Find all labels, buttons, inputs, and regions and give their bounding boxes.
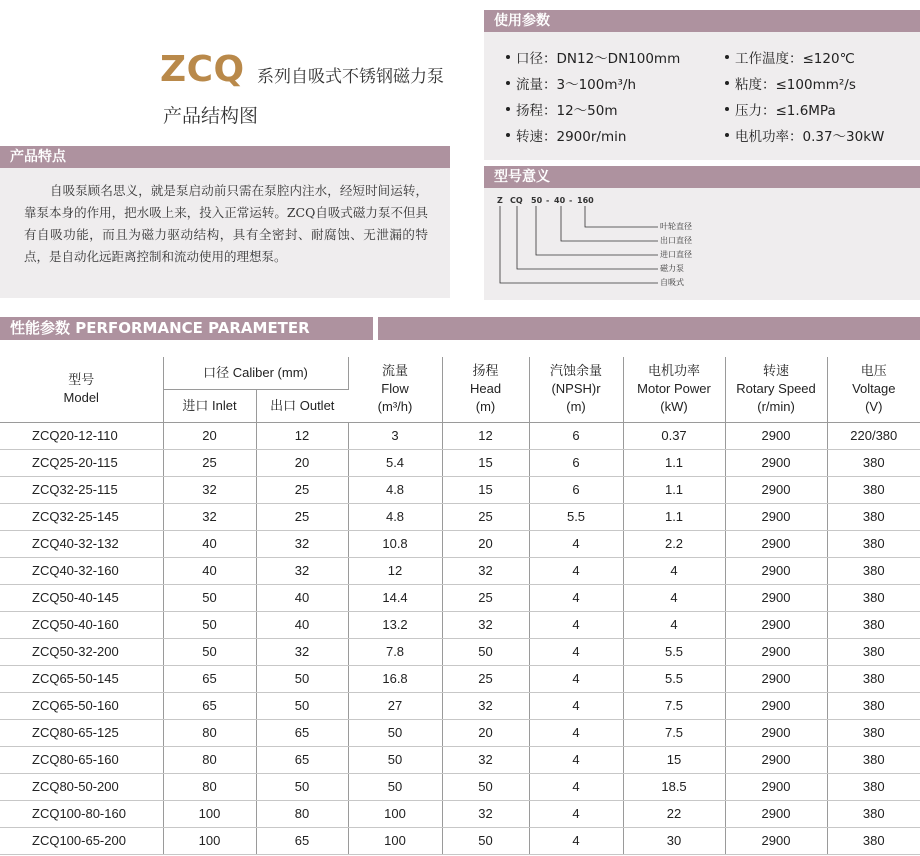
cell-motor-power: 7.5 [623, 692, 725, 719]
cell-model: ZCQ65-50-145 [0, 665, 163, 692]
cell-voltage: 380 [827, 530, 920, 557]
table-row [0, 638, 920, 665]
model-code-dash: - [546, 196, 550, 205]
cell-flow: 7.8 [348, 638, 442, 665]
cell-inlet: 50 [163, 638, 256, 665]
table-row [0, 719, 920, 746]
table-row [0, 449, 920, 476]
table-row [0, 503, 920, 530]
model-label: 出口直径 [660, 236, 692, 245]
cell-rotary-speed: 2900 [725, 557, 827, 584]
cell-flow: 4.8 [348, 503, 442, 530]
cell-npsh: 4 [529, 746, 623, 773]
cell-inlet: 40 [163, 530, 256, 557]
cell-voltage: 380 [827, 827, 920, 854]
cell-model: ZCQ65-50-160 [0, 692, 163, 719]
cell-model: ZCQ32-25-145 [0, 503, 163, 530]
header-flow: 流量 Flow (m³/h) [348, 357, 442, 422]
cell-npsh: 4 [529, 611, 623, 638]
header-model: 型号 Model [0, 357, 163, 422]
cell-inlet: 65 [163, 665, 256, 692]
cell-flow: 10.8 [348, 530, 442, 557]
cell-voltage: 380 [827, 476, 920, 503]
cell-inlet: 20 [163, 422, 256, 449]
cell-motor-power: 5.5 [623, 638, 725, 665]
cell-model: ZCQ25-20-115 [0, 449, 163, 476]
cell-voltage: 380 [827, 800, 920, 827]
table-row [0, 422, 920, 449]
cell-model: ZCQ100-80-160 [0, 800, 163, 827]
cell-rotary-speed: 2900 [725, 773, 827, 800]
cell-outlet: 32 [256, 530, 348, 557]
cell-model: ZCQ80-65-125 [0, 719, 163, 746]
bullet-icon [506, 81, 510, 85]
heading-bar-extension [378, 317, 920, 340]
usage-param [725, 127, 884, 147]
cell-npsh: 6 [529, 476, 623, 503]
cell-outlet: 65 [256, 827, 348, 854]
model-meaning-leader-lines [484, 188, 664, 300]
header-voltage: 电压 Voltage (V) [827, 357, 920, 422]
header-motor-power: 电机功率 Motor Power (kW) [623, 357, 725, 422]
header-npsh: 汽蚀余量 (NPSH)r (m) [529, 357, 623, 422]
model-label: 叶轮直径 [660, 222, 692, 231]
cell-flow: 16.8 [348, 665, 442, 692]
table-row [0, 827, 920, 854]
table-row [0, 584, 920, 611]
cell-voltage: 380 [827, 503, 920, 530]
cell-inlet: 50 [163, 611, 256, 638]
usage-param-text: 电机功率：0.37～30kW [735, 129, 885, 145]
bullet-icon [725, 81, 729, 85]
cell-npsh: 4 [529, 584, 623, 611]
model-code-cq: CQ [510, 196, 523, 205]
table-row [0, 746, 920, 773]
cell-voltage: 380 [827, 584, 920, 611]
cell-model: ZCQ80-65-160 [0, 746, 163, 773]
cell-model: ZCQ50-32-200 [0, 638, 163, 665]
cell-motor-power: 4 [623, 611, 725, 638]
bullet-icon [506, 133, 510, 137]
leader-line [536, 206, 658, 255]
bullet-icon [506, 55, 510, 59]
cell-flow: 12 [348, 557, 442, 584]
cell-motor-power: 0.37 [623, 422, 725, 449]
cell-flow: 100 [348, 827, 442, 854]
cell-outlet: 40 [256, 611, 348, 638]
page-subtitle: 产品结构图 [163, 105, 259, 127]
cell-npsh: 4 [529, 530, 623, 557]
cell-head: 32 [442, 746, 529, 773]
cell-head: 25 [442, 665, 529, 692]
cell-inlet: 65 [163, 692, 256, 719]
table-row [0, 476, 920, 503]
cell-npsh: 4 [529, 638, 623, 665]
usage-param-text: 流量：3～100m³/h [516, 77, 637, 93]
cell-inlet: 40 [163, 557, 256, 584]
cell-motor-power: 1.1 [623, 476, 725, 503]
cell-rotary-speed: 2900 [725, 665, 827, 692]
cell-flow: 14.4 [348, 584, 442, 611]
cell-outlet: 65 [256, 719, 348, 746]
cell-head: 32 [442, 611, 529, 638]
cell-npsh: 6 [529, 422, 623, 449]
cell-rotary-speed: 2900 [725, 692, 827, 719]
cell-voltage: 380 [827, 692, 920, 719]
usage-param-text: 粘度：≤100mm²/s [735, 77, 856, 93]
cell-voltage: 220/380 [827, 422, 920, 449]
model-meaning-heading: 型号意义 [484, 166, 920, 188]
cell-model: ZCQ50-40-160 [0, 611, 163, 638]
cell-head: 32 [442, 692, 529, 719]
model-label: 进口直径 [660, 250, 692, 259]
cell-outlet: 40 [256, 584, 348, 611]
features-heading: 产品特点 [0, 146, 450, 168]
cell-head: 50 [442, 638, 529, 665]
cell-outlet: 25 [256, 476, 348, 503]
cell-rotary-speed: 2900 [725, 422, 827, 449]
cell-head: 15 [442, 476, 529, 503]
usage-param-text: 压力：≤1.6MPa [735, 103, 836, 119]
cell-inlet: 100 [163, 800, 256, 827]
cell-inlet: 80 [163, 746, 256, 773]
table-row [0, 773, 920, 800]
model-code-outlet: 40 [554, 196, 566, 205]
cell-rotary-speed: 2900 [725, 476, 827, 503]
model-code-inlet: 160 [577, 196, 594, 205]
cell-outlet: 80 [256, 800, 348, 827]
cell-inlet: 100 [163, 827, 256, 854]
cell-model: ZCQ80-50-200 [0, 773, 163, 800]
cell-motor-power: 18.5 [623, 773, 725, 800]
cell-flow: 50 [348, 773, 442, 800]
cell-outlet: 50 [256, 665, 348, 692]
cell-motor-power: 7.5 [623, 719, 725, 746]
cell-head: 32 [442, 557, 529, 584]
features-panel [0, 168, 450, 298]
cell-head: 20 [442, 719, 529, 746]
performance-heading: 性能参数 PERFORMANCE PARAMETER [0, 317, 376, 340]
cell-flow: 27 [348, 692, 442, 719]
cell-motor-power: 2.2 [623, 530, 725, 557]
model-label: 自吸式 [660, 278, 684, 287]
cell-motor-power: 22 [623, 800, 725, 827]
cell-model: ZCQ20-12-110 [0, 422, 163, 449]
table-row [0, 611, 920, 638]
cell-model: ZCQ50-40-145 [0, 584, 163, 611]
cell-head: 12 [442, 422, 529, 449]
cell-model: ZCQ40-32-132 [0, 530, 163, 557]
cell-flow: 3 [348, 422, 442, 449]
cell-rotary-speed: 2900 [725, 638, 827, 665]
leader-line [561, 206, 658, 241]
cell-motor-power: 30 [623, 827, 725, 854]
cell-npsh: 4 [529, 773, 623, 800]
cell-motor-power: 15 [623, 746, 725, 773]
cell-npsh: 6 [529, 449, 623, 476]
cell-rotary-speed: 2900 [725, 503, 827, 530]
cell-voltage: 380 [827, 449, 920, 476]
cell-voltage: 380 [827, 611, 920, 638]
cell-outlet: 50 [256, 692, 348, 719]
usage-param [506, 75, 636, 95]
usage-param [506, 127, 626, 147]
heading-divider [373, 317, 377, 340]
usage-param [725, 101, 836, 121]
cell-motor-power: 4 [623, 557, 725, 584]
cell-outlet: 25 [256, 503, 348, 530]
performance-table [0, 357, 920, 855]
cell-npsh: 4 [529, 827, 623, 854]
table-row [0, 665, 920, 692]
cell-motor-power: 4 [623, 584, 725, 611]
table-row [0, 530, 920, 557]
cell-model: ZCQ100-65-200 [0, 827, 163, 854]
bullet-icon [506, 107, 510, 111]
cell-voltage: 380 [827, 746, 920, 773]
usage-param-text: 转速：2900r/min [516, 129, 627, 145]
cell-head: 50 [442, 827, 529, 854]
bullet-icon [725, 55, 729, 59]
cell-rotary-speed: 2900 [725, 530, 827, 557]
cell-inlet: 25 [163, 449, 256, 476]
cell-head: 25 [442, 584, 529, 611]
model-code-z: Z [497, 196, 503, 205]
usage-param [725, 49, 855, 69]
usage-heading: 使用参数 [484, 10, 920, 32]
cell-rotary-speed: 2900 [725, 584, 827, 611]
model-code-impeller: 50 [531, 196, 543, 205]
cell-voltage: 380 [827, 557, 920, 584]
cell-rotary-speed: 2900 [725, 746, 827, 773]
cell-motor-power: 1.1 [623, 449, 725, 476]
table-row [0, 800, 920, 827]
cell-npsh: 4 [529, 800, 623, 827]
cell-voltage: 380 [827, 719, 920, 746]
table-row [0, 692, 920, 719]
cell-flow: 50 [348, 746, 442, 773]
cell-inlet: 50 [163, 584, 256, 611]
cell-head: 25 [442, 503, 529, 530]
model-code-dash: - [569, 196, 573, 205]
cell-rotary-speed: 2900 [725, 719, 827, 746]
leader-line [585, 206, 658, 227]
leader-line [517, 206, 658, 269]
table-row [0, 557, 920, 584]
bullet-icon [725, 107, 729, 111]
cell-inlet: 32 [163, 503, 256, 530]
cell-model: ZCQ32-25-115 [0, 476, 163, 503]
header-rotary-speed: 转速 Rotary Speed (r/min) [725, 357, 827, 422]
cell-outlet: 32 [256, 557, 348, 584]
header-inlet: 进口 Inlet [163, 389, 256, 422]
leader-line [500, 206, 658, 283]
usage-param [506, 101, 618, 121]
cell-model: ZCQ40-32-160 [0, 557, 163, 584]
cell-rotary-speed: 2900 [725, 449, 827, 476]
cell-inlet: 80 [163, 719, 256, 746]
cell-rotary-speed: 2900 [725, 827, 827, 854]
cell-npsh: 4 [529, 665, 623, 692]
cell-npsh: 4 [529, 557, 623, 584]
usage-param-text: 扬程：12～50m [516, 103, 618, 119]
header-head: 扬程 Head (m) [442, 357, 529, 422]
cell-inlet: 80 [163, 773, 256, 800]
brand-title: ZCQ [160, 49, 245, 90]
cell-voltage: 380 [827, 638, 920, 665]
cell-motor-power: 5.5 [623, 665, 725, 692]
cell-rotary-speed: 2900 [725, 611, 827, 638]
cell-flow: 13.2 [348, 611, 442, 638]
cell-motor-power: 1.1 [623, 503, 725, 530]
cell-inlet: 32 [163, 476, 256, 503]
usage-param-text: 工作温度：≤120℃ [735, 51, 855, 67]
cell-outlet: 12 [256, 422, 348, 449]
cell-rotary-speed: 2900 [725, 800, 827, 827]
cell-npsh: 5.5 [529, 503, 623, 530]
cell-npsh: 4 [529, 692, 623, 719]
cell-head: 50 [442, 773, 529, 800]
usage-param [506, 49, 680, 69]
cell-flow: 100 [348, 800, 442, 827]
header-outlet: 出口 Outlet [256, 389, 348, 422]
cell-flow: 50 [348, 719, 442, 746]
cell-outlet: 32 [256, 638, 348, 665]
cell-outlet: 50 [256, 773, 348, 800]
model-label: 磁力泵 [660, 264, 684, 273]
features-text: 自吸泵顾名思义，就是泵启动前只需在泵腔内注水，经短时间运转，靠泵本身的作用，把水吸上来，投入正常运转。ZCQ自吸式磁力泵不但具有自吸功能，而且为磁力驱动结构，具有全密封、耐腐蚀、无泄漏的特点，是自动化远距离控制和流动使用的理想泵。 [24, 183, 428, 264]
cell-head: 32 [442, 800, 529, 827]
series-title: 系列自吸式不锈钢磁力泵 [257, 67, 444, 87]
cell-head: 20 [442, 530, 529, 557]
usage-param-text: 口径：DN12～DN100mm [516, 51, 681, 67]
cell-head: 15 [442, 449, 529, 476]
cell-voltage: 380 [827, 665, 920, 692]
cell-outlet: 65 [256, 746, 348, 773]
cell-voltage: 380 [827, 773, 920, 800]
usage-param [725, 75, 856, 95]
cell-outlet: 20 [256, 449, 348, 476]
bullet-icon [725, 133, 729, 137]
performance-table-body [0, 422, 920, 854]
cell-flow: 5.4 [348, 449, 442, 476]
header-caliber: 口径 Caliber (mm) [163, 357, 348, 389]
cell-flow: 4.8 [348, 476, 442, 503]
cell-npsh: 4 [529, 719, 623, 746]
